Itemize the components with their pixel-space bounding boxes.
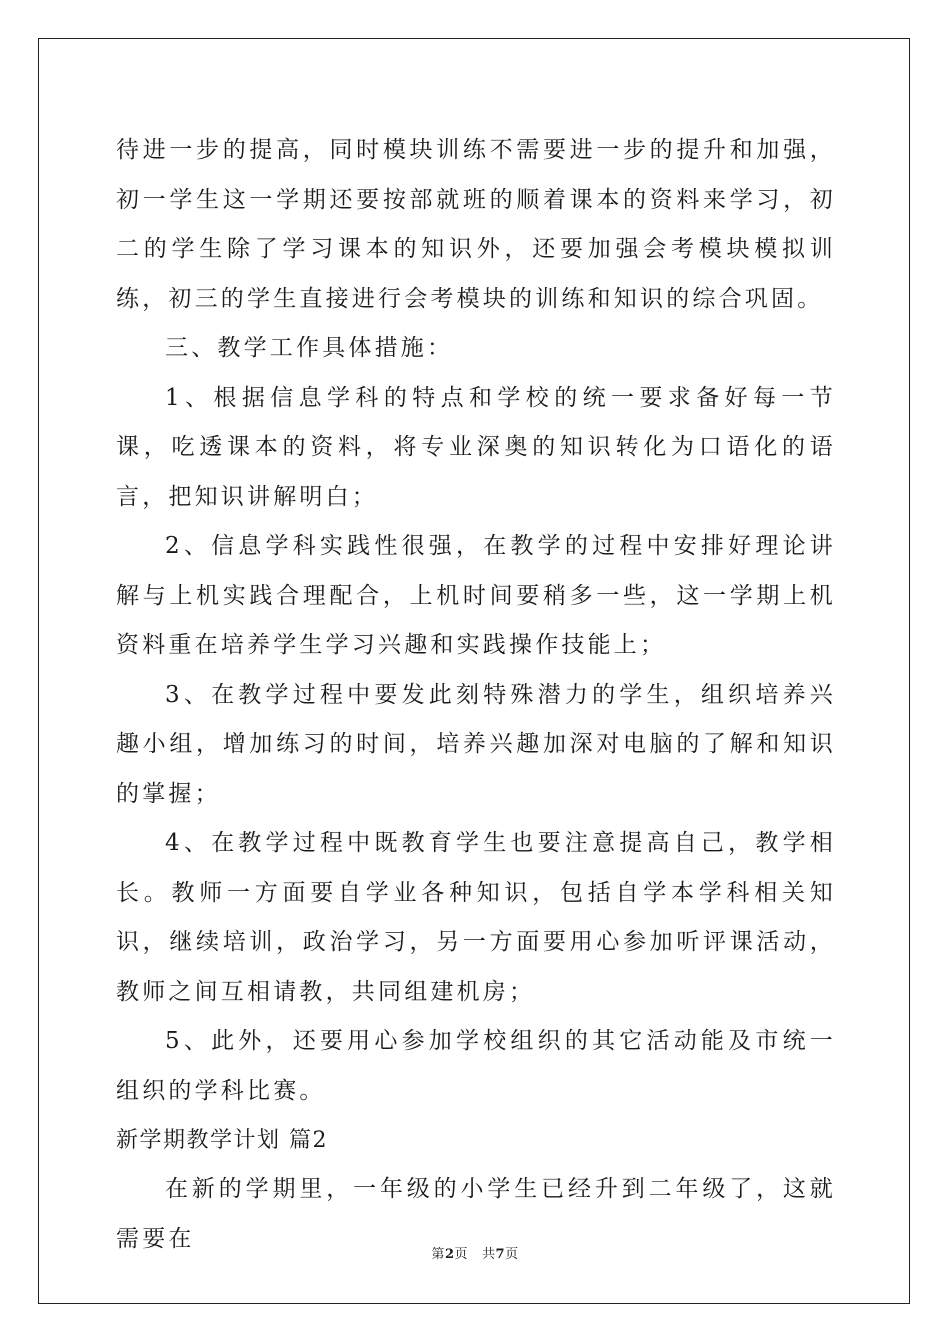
paragraph-continuation: 待进一步的提高，同时模块训练不需要进一步的提升和加强，初一学生这一学期还要按部就班的顺着课本的资料来学习，初二的学生除了学习课本的知识外，还要加强会考模块模拟训练，初三的学生直接进行会考模块的训练和知识的综合巩固。 — [116, 137, 836, 312]
measure-item-1: 1、根据信息学科的特点和学校的统一要求备好每一节课，吃透课本的资料，将专业深奥的知识转化为口语化的语言，把知识讲解明白； — [116, 384, 836, 510]
measure-item-2: 2、信息学科实践性很强，在教学的过程中安排好理论讲解与上机实践合理配合，上机时间要稍多一些，这一学期上机资料重在培养学生学习兴趣和实践操作技能上； — [116, 533, 836, 658]
total-pages-number: 7 — [495, 1247, 506, 1262]
section-heading: 新学期教学计划 篇2 — [116, 1128, 328, 1153]
closing-paragraph: 在新的学期里，一年级的小学生已经升到二年级了，这就需要在 — [116, 1176, 836, 1252]
section-three-heading: 三、教学工作具体措施： — [165, 335, 454, 361]
page-footer — [0, 1247, 950, 1263]
measure-item-4: 4、在教学过程中既教育学生也要注意提高自己，教学相长。教师一方面要自学业各种知识，包括自学本学科相关知识，继续培训，政治学习，另一方面要用心参加听评课活动，教师之间互相请教，共同组建机房； — [116, 830, 836, 1005]
current-page-number: 2 — [444, 1247, 455, 1262]
total-suffix: 页 — [505, 1247, 519, 1262]
document-body — [116, 126, 836, 1264]
measure-item-5: 5、此外，还要用心参加学校组织的其它活动能及市统一组织的学科比赛。 — [116, 1028, 836, 1104]
total-prefix: 共 — [482, 1247, 496, 1262]
page-prefix: 第 — [431, 1247, 445, 1262]
page-suffix: 页 — [454, 1247, 468, 1262]
measure-item-3: 3、在教学过程中要发此刻特殊潜力的学生，组织培养兴趣小组，增加练习的时间，培养兴趣加深对电脑的了解和知识的掌握； — [116, 681, 836, 807]
